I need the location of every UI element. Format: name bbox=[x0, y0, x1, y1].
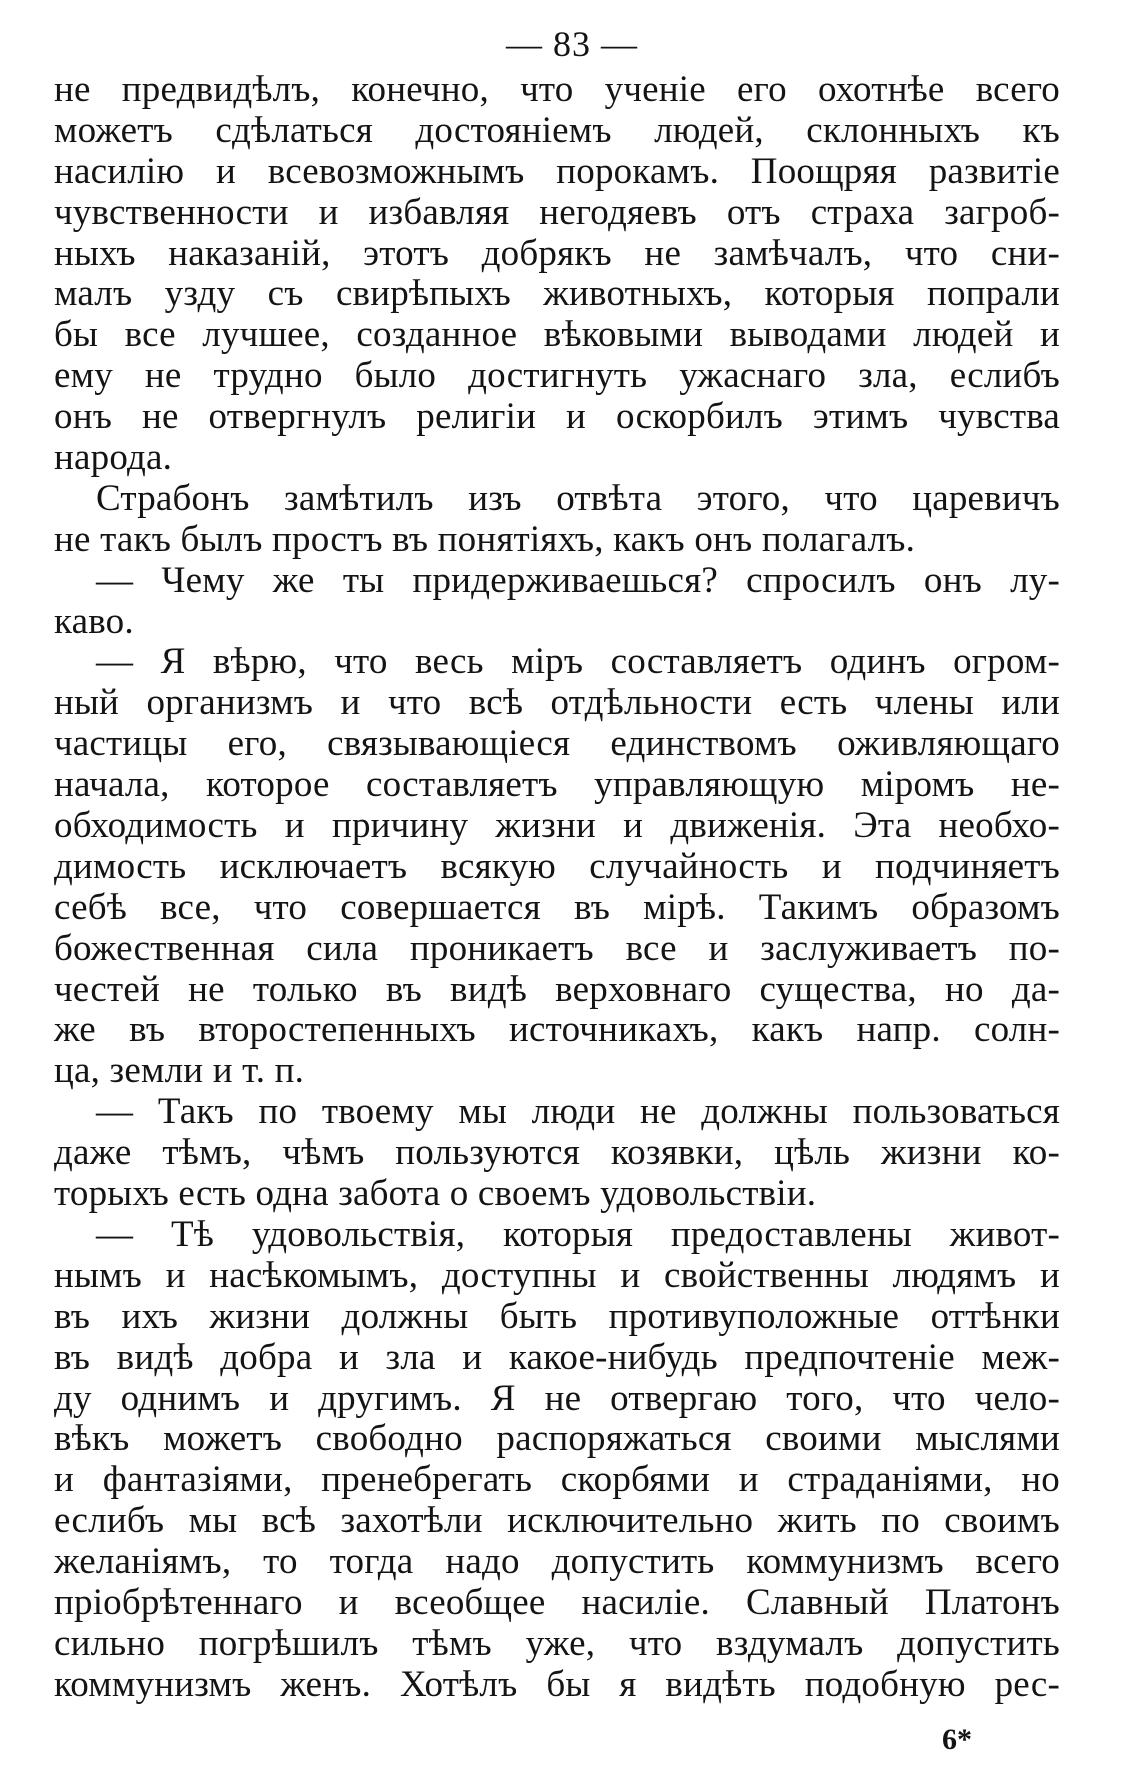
text-line: — Я вѣрю, что весь міръ составляетъ одинъ огром- bbox=[96, 641, 1060, 683]
text-line: ца, земли и т. п. bbox=[54, 1050, 305, 1092]
text-line: себѣ все, что совершается въ мірѣ. Такимъ образомъ bbox=[54, 886, 1060, 928]
text-line: не предвидѣлъ, конечно, что ученіе его охотнѣе всего bbox=[54, 69, 1060, 110]
text-line: каво. bbox=[54, 600, 134, 642]
text-line: торыхъ есть одна забота о своемъ удовольствіи. bbox=[54, 1173, 817, 1215]
text-line: Страбонъ замѣтилъ изъ отвѣта этого, что царевичъ bbox=[96, 477, 1060, 519]
text-line: малъ узду съ свирѣпыхъ животныхъ, которыя попрали bbox=[54, 273, 1060, 315]
page-number: — 83 — bbox=[506, 24, 638, 64]
text-line: ный организмъ и что всѣ отдѣльности есть члены или bbox=[54, 682, 1060, 724]
text-line: — Такъ по твоему мы люди не должны пользоваться bbox=[96, 1091, 1060, 1133]
text-line: ему не трудно было достигнуть ужаснаго зла, еслибъ bbox=[54, 355, 1060, 397]
text-line: можетъ сдѣлаться достояніемъ людей, склонныхъ къ bbox=[54, 109, 1060, 151]
text-line: ду однимъ и другимъ. Я не отвергаю того, что чело- bbox=[54, 1377, 1060, 1419]
text-line: нымъ и насѣкомымъ, доступны и свойственны людямъ и bbox=[54, 1254, 1060, 1296]
text-line: божественная сила проникаетъ все и заслуживаетъ по- bbox=[54, 927, 1060, 969]
printer-signature-mark: 6* bbox=[942, 1723, 972, 1756]
text-line: — Тѣ удовольствія, которыя предоставлены живот- bbox=[96, 1213, 1060, 1255]
text-line: не такъ былъ простъ въ понятіяхъ, какъ онъ полагалъ. bbox=[54, 518, 916, 560]
text-line: ныхъ наказаній, этотъ добрякъ не замѣчалъ, что сни- bbox=[54, 232, 1060, 274]
text-line: даже тѣмъ, чѣмъ пользуются козявки, цѣль жизни ко- bbox=[54, 1132, 1060, 1174]
text-line: народа. bbox=[54, 437, 173, 479]
text-line: онъ не отвергнулъ религіи и оскорбилъ этимъ чувства bbox=[54, 396, 1060, 438]
text-line: желаніямъ, то тогда надо допустить коммунизмъ всего bbox=[54, 1541, 1060, 1583]
text-line: — Чему же ты придерживаешься? спросилъ онъ лу- bbox=[96, 559, 1060, 601]
text-line: еслибъ мы всѣ захотѣли исключительно жить по своимъ bbox=[54, 1500, 1060, 1542]
text-line: начала, которое составляетъ управляющую міромъ не- bbox=[54, 764, 1060, 806]
text-line: обходимость и причину жизни и движенія. Эта необхо- bbox=[54, 805, 1060, 847]
text-line: и фантазіями, пренебрегать скорбями и страданіями, но bbox=[54, 1459, 1060, 1501]
text-line: бы все лучшее, созданное вѣковыми выводами людей и bbox=[54, 314, 1060, 356]
text-line: вѣкъ можетъ свободно распоряжаться своими мыслями bbox=[54, 1418, 1060, 1460]
text-body bbox=[54, 70, 1060, 1706]
book-page bbox=[54, 22, 1060, 1762]
text-line: въ видѣ добра и зла и какое-нибудь предпочтеніе меж- bbox=[54, 1336, 1060, 1378]
text-line: въ ихъ жизни должны быть противуположные оттѣнки bbox=[54, 1295, 1060, 1337]
text-line: коммунизмъ женъ. Хотѣлъ бы я видѣть подобную рес- bbox=[54, 1663, 1060, 1705]
text-line: насилію и всевозможнымъ порокамъ. Поощряя развитіе bbox=[54, 150, 1060, 192]
text-line: же въ второстепенныхъ источникахъ, какъ напр. солн- bbox=[54, 1009, 1060, 1051]
text-line: частицы его, связывающіеся единствомъ оживляющаго bbox=[54, 723, 1060, 765]
text-line: димость исключаетъ всякую случайность и подчиняетъ bbox=[54, 845, 1060, 887]
text-line: сильно погрѣшилъ тѣмъ уже, что вздумалъ допустить bbox=[54, 1622, 1060, 1664]
text-line: честей не только въ видѣ верховнаго существа, но да- bbox=[54, 968, 1060, 1010]
text-line: чувственности и избавляя негодяевъ отъ страха загроб- bbox=[54, 191, 1060, 233]
text-line: пріобрѣтеннаго и всеобщее насиліе. Славный Платонъ bbox=[54, 1581, 1060, 1623]
